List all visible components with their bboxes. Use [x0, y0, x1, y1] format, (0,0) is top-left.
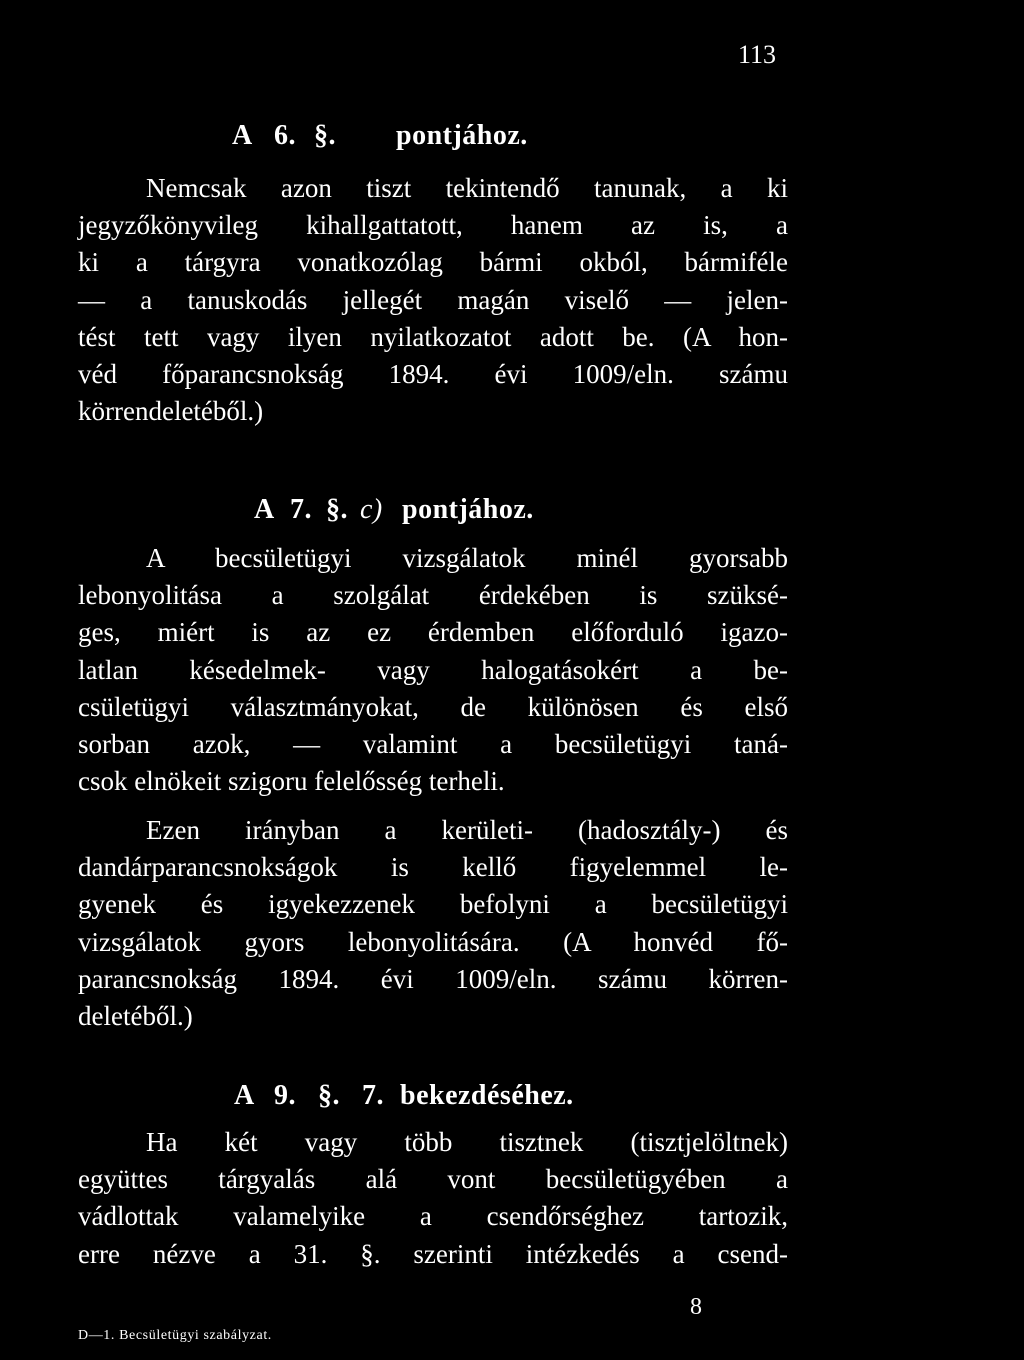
text-line: sorban azok, — valamint a becsületügyi taná- [78, 728, 788, 759]
footer-sheet-number: 8 [690, 1294, 702, 1320]
heading-word: pontjához. [396, 120, 528, 151]
text-line: körrendeletéből.) [78, 396, 264, 427]
text-line: dandárparancsnokságok is kellő figyelemmel le- [78, 852, 788, 883]
text-line: Nemcsak azon tiszt tekintendő tanunak, a ki [146, 173, 788, 203]
text-line: gyenek és igyekezzenek befolyni a becsületügyi [78, 889, 788, 920]
heading-word: pontjához. [402, 494, 534, 525]
paragraph-6 [78, 170, 788, 430]
section-heading-6 [232, 120, 528, 152]
paragraph-7a [78, 540, 788, 800]
text-line: vizsgálatok gyors lebonyolitására. (A honvéd fő- [78, 926, 788, 957]
text-line: — a tanuskodás jellegét magán viselő — jelen- [78, 284, 788, 315]
text-line: Ha két vagy több tisztnek (tisztjelöltnek) [146, 1127, 788, 1157]
text-line: csületügyi választmányokat, de különösen és első [78, 691, 788, 722]
heading-word: c) [360, 494, 383, 525]
footer-signature: D—1. Becsületügyi szabályzat. [78, 1328, 272, 1343]
text-line: vádlottak valamelyike a csendőrséghez tartozik, [78, 1201, 788, 1232]
text-line: lebonyolitása a szolgálat érdekében is szüksé- [78, 580, 788, 611]
text-line: latlan késedelmek- vagy halogatásokért a be- [78, 654, 788, 685]
section-heading-7 [254, 494, 534, 526]
text-line: csok elnökeit szigoru felelősség terheli. [78, 766, 505, 797]
heading-word: bekezdéséhez. [400, 1080, 574, 1111]
text-line: jegyzőkönyvileg kihallgattatott, hanem az is, a [78, 210, 788, 241]
heading-word: A [234, 1080, 255, 1111]
paragraph-9 [78, 1124, 788, 1273]
section-heading-9 [234, 1080, 574, 1112]
heading-word: A [232, 120, 253, 151]
text-line: véd főparancsnokság 1894. évi 1009/eln. számu [78, 358, 788, 389]
paragraph-7b [78, 812, 788, 1035]
heading-word: A [254, 494, 275, 525]
text-line: tést tett vagy ilyen nyilatkozatot adott be. (A hon- [78, 321, 788, 352]
heading-word: 7. [290, 494, 312, 525]
heading-word: §. [326, 494, 348, 525]
page-number: 113 [738, 40, 777, 69]
text-line: deletéből.) [78, 1000, 193, 1031]
text-line: Ezen irányban a kerületi- (hadosztály-) és [146, 815, 788, 845]
text-line: ges, miért is az ez érdemben előforduló igazo- [78, 617, 788, 648]
heading-word: 7. [362, 1080, 384, 1111]
text-line: A becsületügyi vizsgálatok minél gyorsabb [146, 543, 788, 573]
heading-word: §. [318, 1080, 340, 1111]
heading-word: §. [314, 120, 336, 151]
text-line: parancsnokság 1894. évi 1009/eln. számu körren- [78, 963, 788, 994]
heading-word: 6. [274, 120, 296, 151]
text-line: együttes tárgyalás alá vont becsületügyében a [78, 1164, 788, 1195]
text-line: ki a tárgyra vonatkozólag bármi okból, bármiféle [78, 247, 788, 278]
text-line: erre nézve a 31. §. szerinti intézkedés a csend- [78, 1238, 788, 1269]
heading-word: 9. [274, 1080, 296, 1111]
